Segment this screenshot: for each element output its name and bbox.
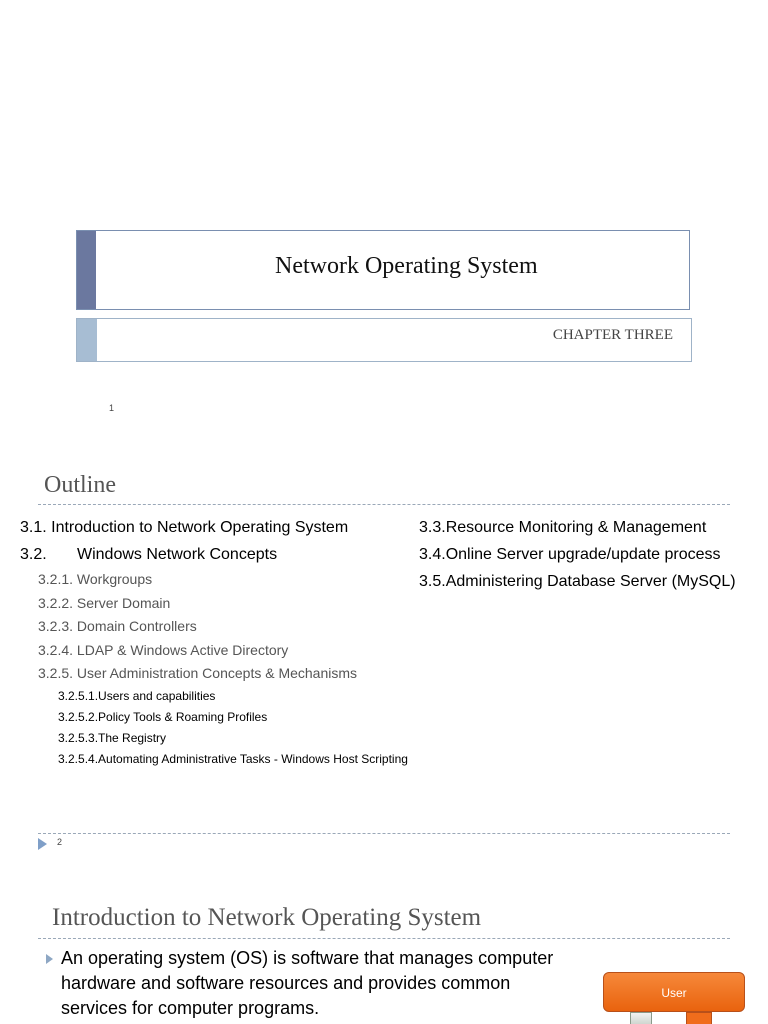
outline-item [20,541,410,568]
outline-subitem: 3.2.5. User Administration Concepts & Mechanisms [38,665,358,681]
heading-divider [38,938,730,939]
heading-divider [38,504,730,505]
outline-item-number: 3.2. [20,546,47,563]
outline-item-text: Windows Network Concepts [77,546,278,563]
outline-subsubitem: 3.2.5.1.Users and capabilities [58,688,216,703]
outline-left-column [20,514,410,772]
footer-arrow-icon [38,838,47,850]
outline-subsubitem: 3.2.5.2.Policy Tools & Roaming Profiles [58,709,268,724]
outline-item: 3.5.Administering Database Server (MySQL) [419,573,736,590]
outline-heading: Outline [44,472,116,498]
subtitle-accent-bar [77,319,97,361]
bullet-text: An operating system (OS) is software that manages computer hardware and software resources and provides common services for computer programs. [61,948,554,1018]
page-number: 1 [109,403,115,413]
outline-item-number: 3.1. [20,519,47,536]
outline-subsubitem: 3.2.5.4.Automating Administrative Tasks - Windows Host Scripting [58,751,408,766]
page-number: 2 [57,837,63,847]
outline-subitem: 3.2.2. Server Domain [38,594,171,611]
outline-item-text: Introduction to Network Operating System [46,519,349,536]
outline-subsubitem: 3.2.5.3.The Registry [58,730,167,745]
intro-slide [0,898,768,1024]
outline-item: 3.3.Resource Monitoring & Management [419,519,707,536]
title-slide [0,0,768,440]
outline-item [20,514,410,541]
slide-subtitle: CHAPTER THREE [552,327,673,343]
title-accent-bar [77,231,96,309]
bullet-arrow-icon [46,954,53,964]
outline-subitem: 3.2.4. LDAP & Windows Active Directory [38,641,289,658]
footer-divider [38,833,730,834]
outline-slide [0,470,768,860]
slide-title: Network Operating System [275,253,538,279]
connector-right [686,1012,712,1024]
outline-subitem: 3.2.1. Workgroups [38,571,153,587]
outline-item: 3.4.Online Server upgrade/update process [419,546,721,563]
outline-subitem: 3.2.3. Domain Controllers [38,618,197,634]
subtitle-box [76,318,692,362]
user-label: User [661,986,687,1000]
user-box [603,972,745,1012]
connector-left [630,1012,652,1024]
intro-heading: Introduction to Network Operating System [52,904,482,931]
outline-right-column [419,514,767,595]
title-box [76,230,690,310]
